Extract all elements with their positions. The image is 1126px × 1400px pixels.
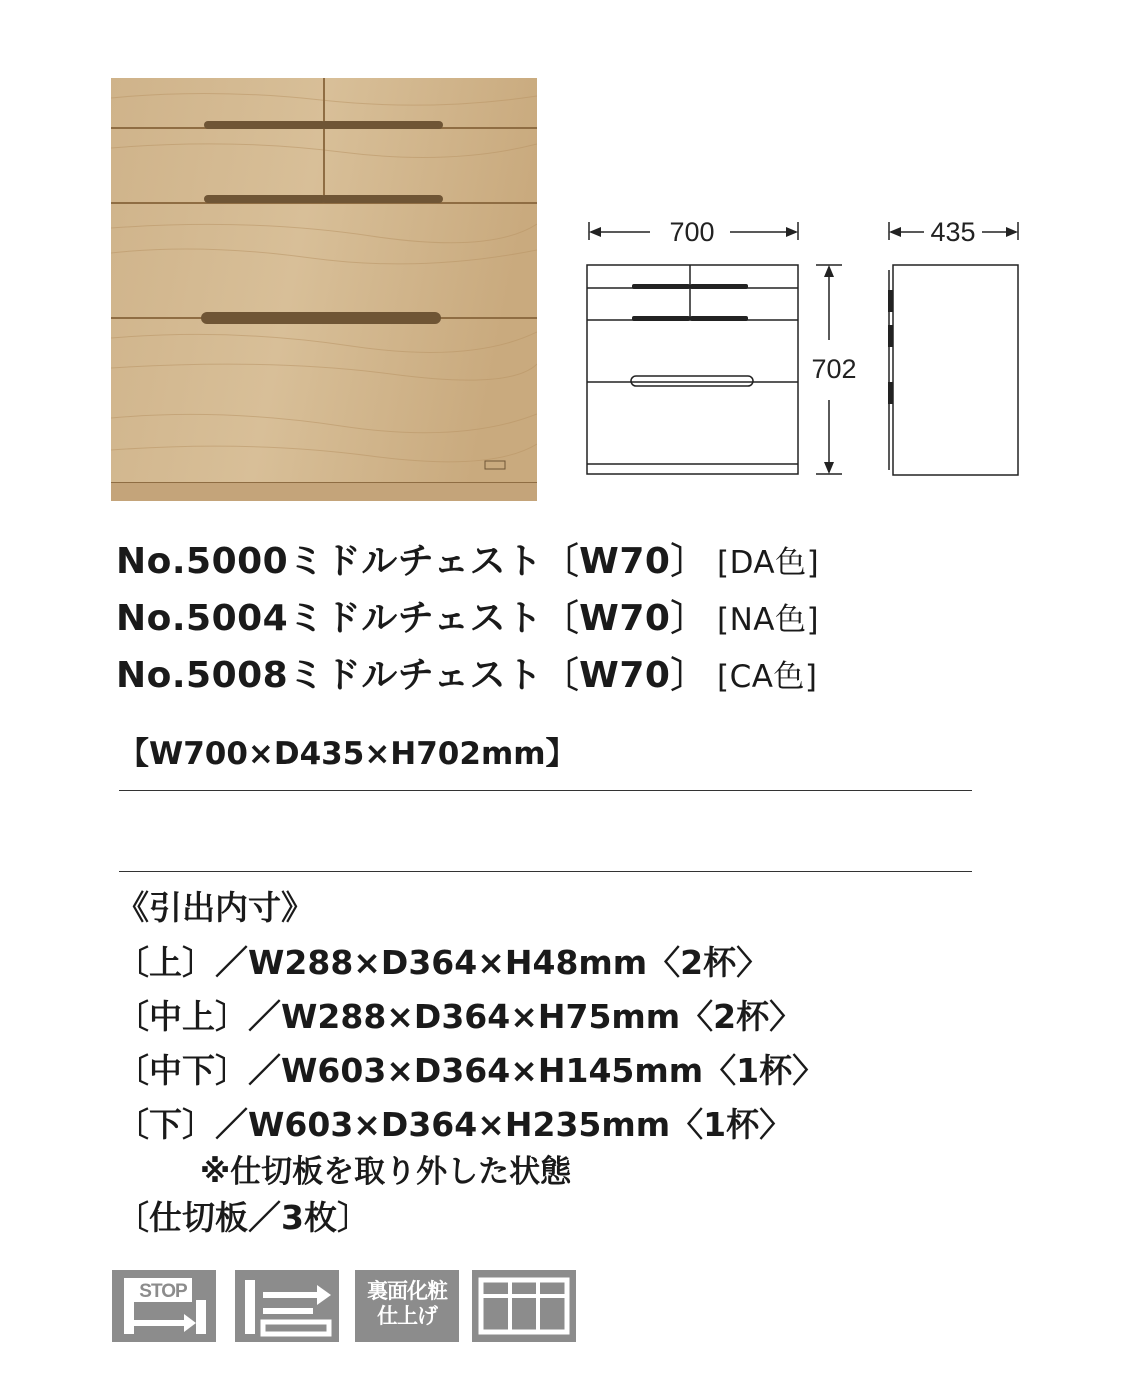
drawer-spec: 〔中上〕／W288×D364×H75mm〈2杯〉 bbox=[116, 997, 803, 1036]
spec-note: ※仕切板を取り外した状態 bbox=[200, 1154, 572, 1190]
back-finish-line1: 裏面化粧 bbox=[367, 1279, 447, 1303]
divider bbox=[119, 871, 972, 872]
drawer-stop-icon bbox=[112, 1270, 216, 1342]
drawer-spec: 〔下〕／W603×D364×H235mm〈1杯〉 bbox=[116, 1105, 793, 1144]
model-color: [DA色] bbox=[716, 545, 820, 581]
height-dimension-label: 702 bbox=[811, 354, 857, 384]
back-finish-line2: 仕上げ bbox=[377, 1304, 437, 1328]
drawer-spec: 〔上〕／W288×D364×H48mm〈2杯〉 bbox=[116, 943, 770, 982]
model-name: No.5000ミドルチェスト〔W70〕 bbox=[116, 541, 707, 582]
model-line bbox=[116, 597, 819, 642]
overall-dimensions: 【W700×D435×H702mm】 bbox=[118, 736, 577, 772]
partition-icon bbox=[472, 1270, 576, 1342]
back-finish-icon bbox=[355, 1270, 459, 1342]
model-color: [CA色] bbox=[716, 659, 818, 695]
model-name: No.5008ミドルチェスト〔W70〕 bbox=[116, 655, 707, 696]
model-name: No.5004ミドルチェスト〔W70〕 bbox=[116, 598, 707, 639]
depth-dimension-label: 435 bbox=[930, 217, 976, 247]
stop-label: STOP bbox=[139, 1281, 187, 1302]
product-photo bbox=[111, 78, 537, 501]
divider bbox=[119, 790, 972, 791]
model-line bbox=[116, 540, 819, 585]
model-color: [NA色] bbox=[716, 602, 820, 638]
drawer-spec: 〔中下〕／W603×D364×H145mm〈1杯〉 bbox=[116, 1051, 826, 1090]
spec-title: 《引出内寸》 bbox=[116, 888, 314, 927]
width-dimension-label: 700 bbox=[669, 217, 715, 247]
side-view-drawing bbox=[882, 210, 1027, 485]
model-line bbox=[116, 654, 818, 699]
drawer-slide-icon bbox=[235, 1270, 339, 1342]
front-view-drawing bbox=[580, 210, 860, 485]
partition-spec: 〔仕切板／3枚〕 bbox=[116, 1198, 370, 1237]
